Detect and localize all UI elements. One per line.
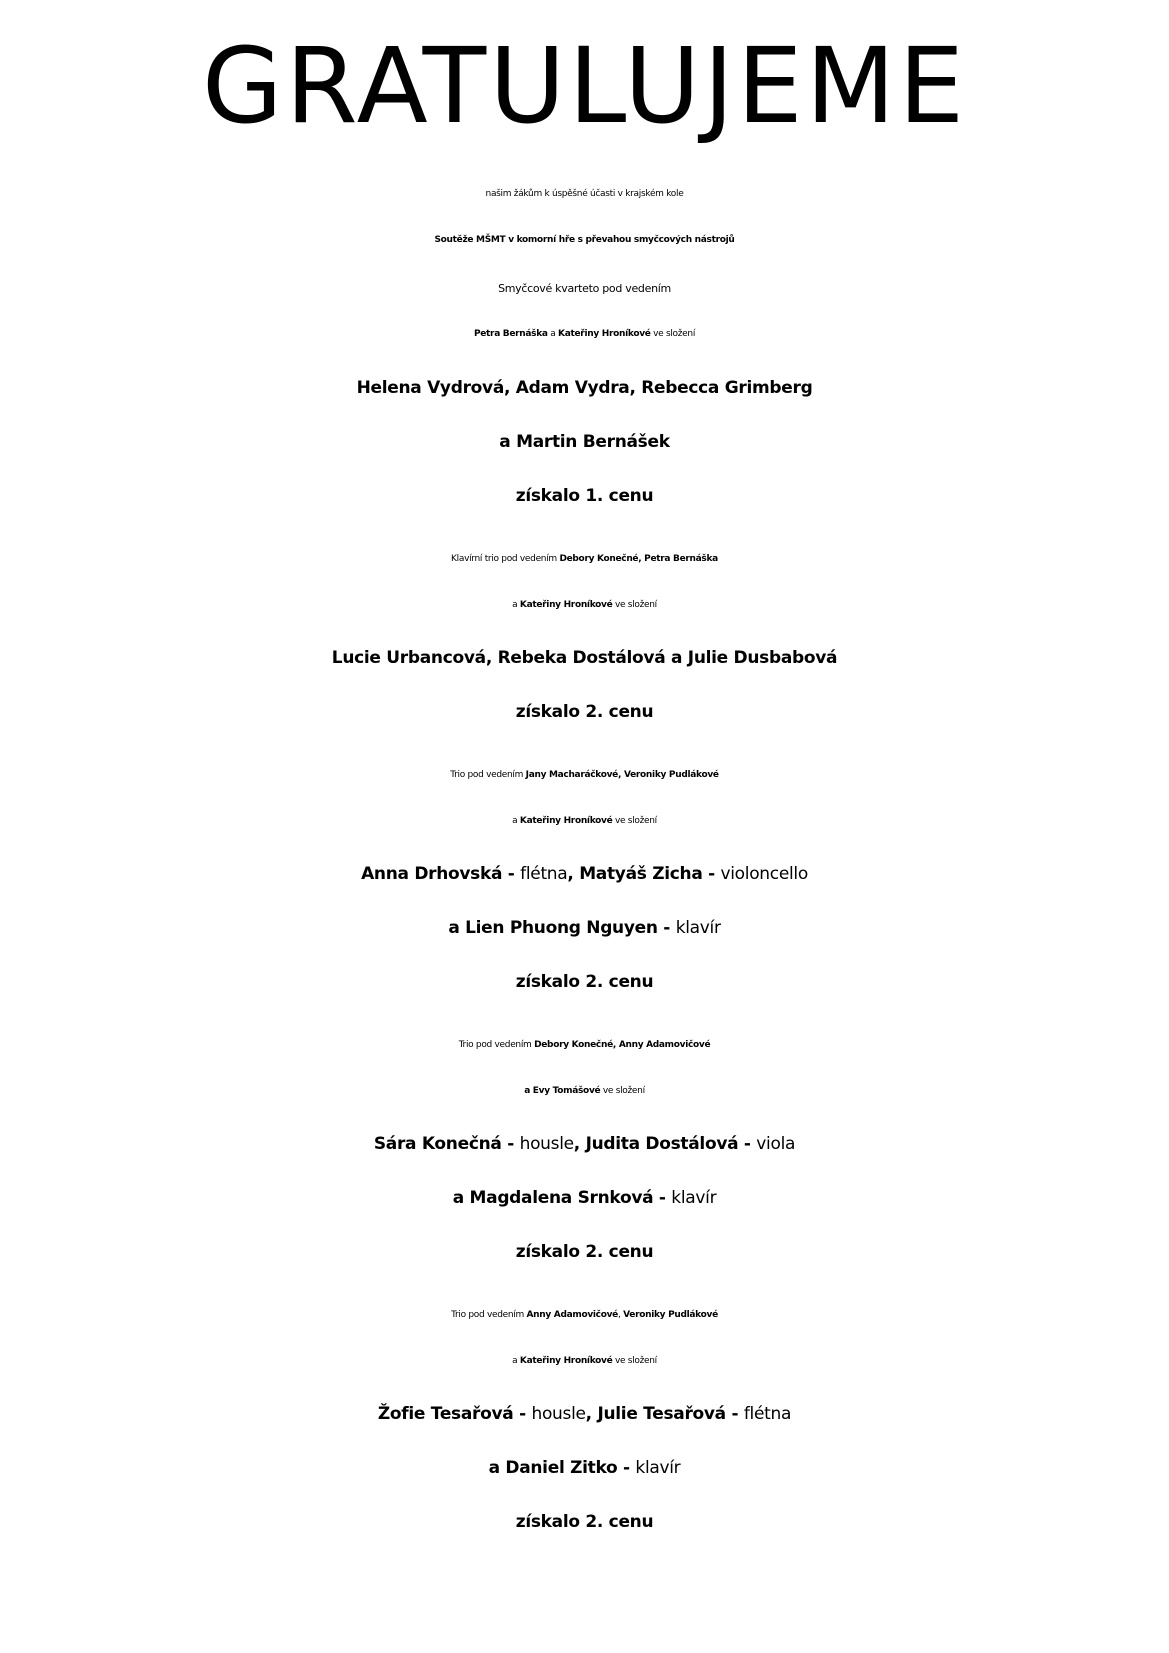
dash: - (653, 1188, 672, 1208)
conjunction: a (547, 329, 559, 339)
instrument: klavír (671, 1188, 717, 1208)
ensemble-4-heading (0, 1041, 1169, 1050)
dash: - (702, 864, 721, 884)
dash: - (501, 1134, 520, 1154)
member-name: Žofie Tesařová (377, 1404, 514, 1424)
ensemble-2-prize: získalo 2. cenu (515, 702, 654, 722)
ensemble-5-prize: získalo 2. cenu (515, 1512, 654, 1532)
separator: , (617, 1310, 624, 1320)
instrument: housle (519, 1134, 574, 1154)
ensemble-3-heading (0, 771, 1169, 780)
competition-name: Soutěže MŠMT v komorní hře s převahou smyčcových nástrojů (434, 235, 735, 245)
separator: , (617, 770, 624, 780)
member-name: Julie Tesařová (597, 1404, 726, 1424)
teacher-name: Veroniky Pudlákové (623, 770, 719, 780)
teacher-name: a Evy Tomášové (524, 1086, 601, 1096)
ensemble-4-prize: získalo 2. cenu (515, 1242, 654, 1262)
ensemble-5-teachers (0, 1357, 1169, 1366)
teacher-name: Kateřiny Hroníkové (519, 1356, 613, 1366)
dash: - (738, 1134, 757, 1154)
instrument: klavír (675, 918, 721, 938)
ensemble-type: Klavírní trio pod vedením (451, 554, 560, 564)
ensemble-3-teachers (0, 817, 1169, 826)
member-name: a Lien Phuong Nguyen (448, 918, 658, 938)
instrument: viola (756, 1134, 796, 1154)
ensemble-4-members (0, 1136, 1169, 1153)
ensemble-2-teachers (0, 601, 1169, 610)
teacher-name: Kateřiny Hroníkové (558, 329, 651, 339)
composition-label: ve složení (612, 600, 657, 610)
separator: , (573, 1134, 586, 1154)
member-name: a Magdalena Srnková (452, 1188, 654, 1208)
teacher-names: Debory Konečné, Anny Adamovičové (534, 1040, 711, 1050)
dash: - (657, 918, 676, 938)
instrument: flétna (743, 1404, 792, 1424)
member-name: Matyáš Zicha (579, 864, 703, 884)
ensemble-2-members: Lucie Urbancová, Rebeka Dostálová a Julie Dusbabová (331, 648, 838, 668)
composition-label: ve složení (650, 329, 696, 339)
conjunction: a (512, 600, 520, 610)
dash: - (513, 1404, 532, 1424)
ensemble-4-teachers (0, 1087, 1169, 1096)
composition-label: ve složení (612, 1356, 657, 1366)
instrument: flétna (520, 864, 568, 884)
instrument: klavír (635, 1458, 681, 1478)
conjunction: a (512, 816, 520, 826)
ensemble-1-teachers (0, 330, 1169, 339)
ensemble-1-prize: získalo 1. cenu (515, 486, 654, 506)
ensemble-3-members (0, 866, 1169, 883)
ensemble-type: Trio pod vedením (450, 770, 526, 780)
ensemble-3-prize: získalo 2. cenu (515, 972, 654, 992)
member-name: Anna Drhovská (361, 864, 503, 884)
dash: - (502, 864, 521, 884)
ensemble-5-members (0, 1406, 1169, 1423)
teacher-name: Veroniky Pudlákové (623, 1310, 718, 1320)
teacher-names: Debory Konečné, Petra Bernáška (559, 554, 718, 564)
ensemble-3-members-cont (0, 920, 1169, 937)
composition-label: ve složení (612, 816, 657, 826)
intro-line: našim žákům k úspěšné účasti v krajském kole (485, 189, 684, 199)
member-name: Sára Konečná (373, 1134, 502, 1154)
instrument: violoncello (720, 864, 808, 884)
teacher-name: Jany Macharáčkové (525, 770, 618, 780)
dash: - (617, 1458, 636, 1478)
teacher-name: Petra Bernáška (473, 329, 548, 339)
separator: , (567, 864, 580, 884)
composition-label: ve složení (600, 1086, 645, 1096)
ensemble-type: Trio pod vedením (458, 1040, 535, 1050)
member-name: Judita Dostálová (585, 1134, 739, 1154)
member-name: a Daniel Zitko (488, 1458, 618, 1478)
ensemble-1-members-cont: a Martin Bernášek (499, 432, 670, 452)
instrument: housle (531, 1404, 586, 1424)
conjunction: a (512, 1356, 520, 1366)
ensemble-5-members-cont (0, 1460, 1169, 1477)
teacher-name: Anny Adamovičové (526, 1310, 618, 1320)
ensemble-2-heading (0, 555, 1169, 564)
ensemble-1-members: Helena Vydrová, Adam Vydra, Rebecca Grimberg (356, 378, 813, 398)
ensemble-type: Trio pod vedením (451, 1310, 527, 1320)
teacher-name: Kateřiny Hroníkové (519, 816, 613, 826)
ensemble-4-members-cont (0, 1190, 1169, 1207)
ensemble-5-heading (0, 1311, 1169, 1320)
poster-title: GRATULUJEME (201, 25, 968, 147)
dash: - (725, 1404, 744, 1424)
teacher-name: Kateřiny Hroníkové (519, 600, 613, 610)
ensemble-1-heading: Smyčcové kvarteto pod vedením (498, 282, 671, 295)
separator: , (585, 1404, 598, 1424)
